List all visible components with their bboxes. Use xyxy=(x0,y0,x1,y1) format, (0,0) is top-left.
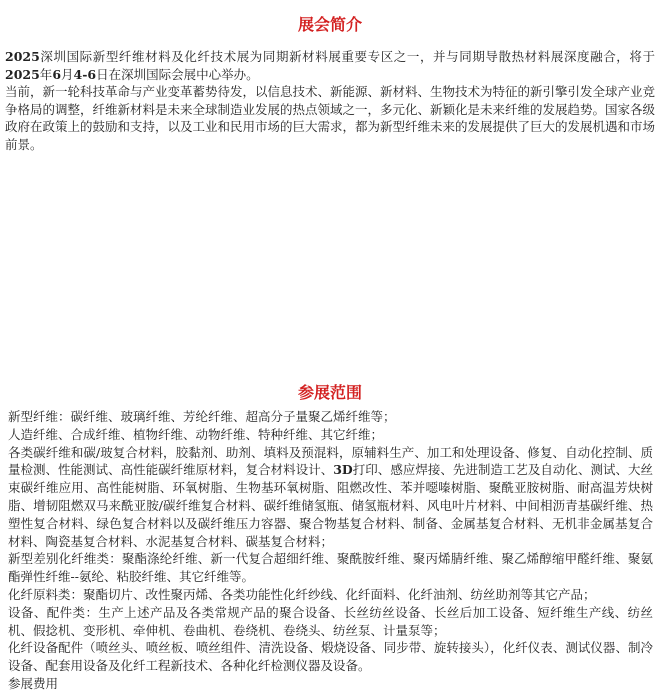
scope-composites xyxy=(8,444,653,551)
scope-raw-material: 化纤原料类：聚酯切片、改性聚丙烯、各类功能性化纤纱线、化纤面料、化纤油剂、纺丝助剂等其它产品； xyxy=(8,586,596,602)
intro-section-title: 展会简介 xyxy=(297,15,362,34)
scope-diff-fiber: 新型差别化纤维类：聚酯涤纶纤维、新一代复合超细纤维、聚酰胺纤维、聚丙烯腈纤维、聚乙烯醇缩甲醛纤维、聚氨酯弹性纤维--氨纶、粘胶纤维、其它纤维等。 xyxy=(8,551,653,585)
intro-date-year: 2025 xyxy=(5,66,40,82)
scope-fee: 参展费用 xyxy=(8,675,59,691)
intro-date-b: 月 xyxy=(61,66,74,82)
intro-text-b: 日在深圳国际会展中心举办。 xyxy=(96,66,259,82)
intro-date-days: 4-6 xyxy=(73,66,97,82)
intro-year: 2025 xyxy=(5,49,40,64)
scope-equipment: 设备、配件类：生产上述产品及各类常规产品的聚合设备、长丝纺丝设备、长丝后加工设备、短纤维生产线、纺丝机、假捻机、变形机、牵伸机、卷曲机、卷绕机、卷绕头、纺丝泵、计量泵等； xyxy=(8,604,653,638)
intro-date-month: 6 xyxy=(52,66,62,82)
scope-new-fiber: 新型纤维：碳纤维、玻璃纤维、芳纶纤维、超高分子量聚乙烯纤维等； xyxy=(8,409,396,424)
intro-text-a: 深圳国际新型纤维材料及化纤技术展为同期新材料展重要专区之一，并与同期导散热材料展深度融合，将于 xyxy=(39,49,655,64)
scope-parts: 化纤设备配件（喷丝头、喷丝板、喷丝组件、清洗设备、煅烧设备、同步带、旋转接头），化纤仪表、测试仪器、制冷设备、配套用设备及化纤工程新技术、各种化纤检测仪器及设备。 xyxy=(8,640,653,674)
scope-composites-a: 各类碳纤维和碳/玻复合材料，胶黏剂、助剂、填料及预混料，原辅料生产、加工和处理设备、修复、自动化控制、质量检测、性能测试、高性能碳纤维原材料，复合材料设计、 xyxy=(8,444,653,478)
intro-date-a: 年 xyxy=(39,66,53,82)
scope-composites-b: 打印、感应焊接、先进制造工艺及自动化、测试、大丝束碳纤维应用、高性能树脂、环氧树脂、生物基环氧树脂、阻燃改性、苯并噁嗪树脂、聚酰亚胺树脂、耐高温芳炔树脂、增韧阻燃双马来酰亚胺/碳纤维复合材料、碳纤维储氢瓶、储氢瓶材料、风电叶片材料、中间相沥青基碳纤维、热塑性复合材料、绿色复合材料以及碳纤维压力容器、聚合物基复合材料、制备、金属基复合材料、无机非金属基复合材料、陶瓷基复合材料、水泥基复合材料、碳基复合材料； xyxy=(8,462,653,549)
intro-paragraph xyxy=(5,48,655,153)
scope-composites-3d: 3D xyxy=(333,462,353,478)
scope-section-title: 参展范围 xyxy=(297,383,362,402)
scope-fiber-types: 人造纤维、合成纤维、植物纤维、动物纤维、特种纤维、其它纤维； xyxy=(8,426,384,442)
scope-list xyxy=(8,408,653,693)
intro-paragraph-2: 当前，新一轮科技革命与产业变革蓄势待发，以信息技术、新能源、新材料、生物技术为特征的新引擎引发全球产业竞争格局的调整，纤维新材料是未来全球制造业发展的热点领域之一，多元化、新颖化是未来纤维的发展趋势。国家各级政府在政策上的鼓励和支持，以及工业和民用市场的巨大需求，都为新型纤维未来的发展提供了巨大的发展机遇和市场前景。 xyxy=(5,84,656,152)
